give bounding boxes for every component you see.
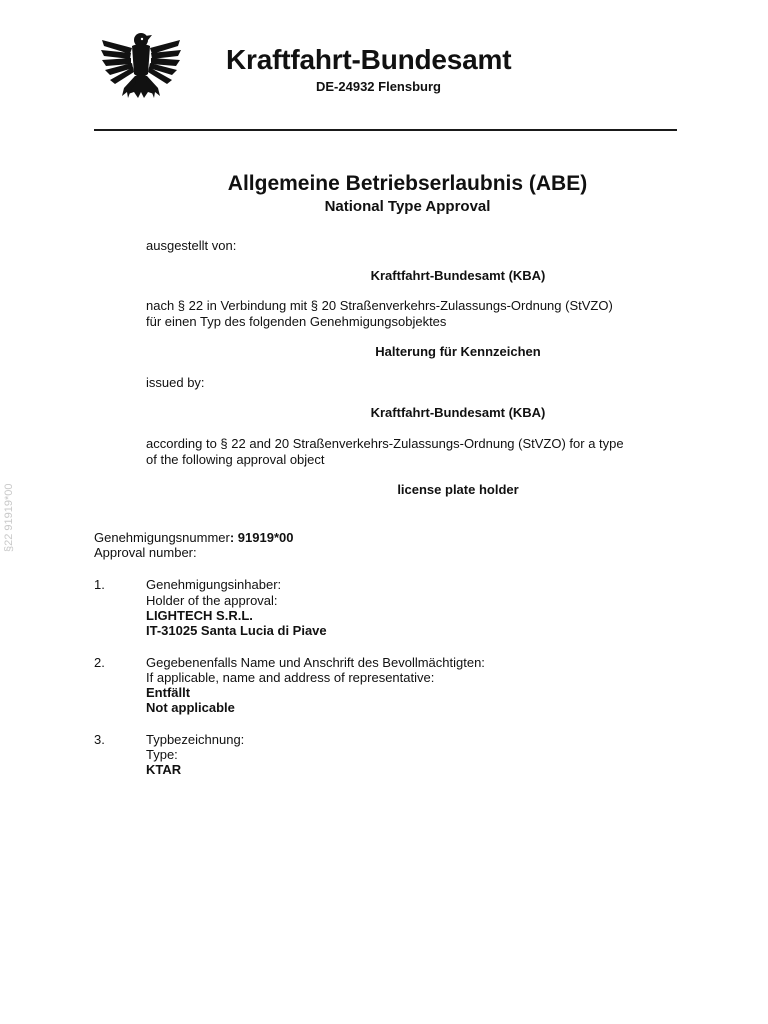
approval-object-de: Halterung für Kennzeichen (375, 344, 541, 359)
issuer-de: Kraftfahrt-Bundesamt (KBA) (370, 268, 546, 283)
type-designation: KTAR (146, 762, 182, 777)
document-title: Allgemeine Betriebserlaubnis (ABE) (227, 172, 588, 195)
legal-basis-de-line1: nach § 22 in Verbindung mit § 20 Straßenverkehrs-Zulassungs-Ordnung (StVZO) (146, 298, 613, 313)
representative-value-en: Not applicable (146, 700, 235, 715)
approval-object-en: license plate holder (397, 482, 519, 497)
item-number: 3. (94, 732, 105, 747)
item-label-en: If applicable, name and address of representative: (146, 670, 435, 685)
item-label-de: Genehmigungsinhaber: (146, 577, 282, 592)
holder-address: IT-31025 Santa Lucia di Piave (146, 623, 327, 638)
holder-name: LIGHTECH S.R.L. (146, 608, 253, 623)
approval-number-row (94, 530, 293, 546)
item-label-en: Holder of the approval: (146, 593, 278, 608)
item-label-en: Type: (146, 747, 178, 762)
issued-by-label-en: issued by: (146, 375, 205, 390)
header-divider (94, 129, 677, 131)
approval-number-label-de: Genehmigungsnummer (94, 530, 230, 545)
item-number: 2. (94, 655, 105, 670)
approval-number-label-en: Approval number: (94, 545, 197, 560)
legal-basis-de-line2: für einen Typ des folgenden Genehmigungsobjektes (146, 314, 447, 329)
legal-basis-en-line1: according to § 22 and 20 Straßenverkehrs-Zulassungs-Ordnung (StVZO) for a type (146, 436, 624, 451)
item-number: 1. (94, 577, 105, 592)
legal-basis-en-line2: of the following approval object (146, 452, 325, 467)
item-label-de: Typbezeichnung: (146, 732, 245, 747)
side-margin-mark: §22 91919*00 (3, 483, 15, 552)
representative-value-de: Entfällt (146, 685, 191, 700)
issuer-en: Kraftfahrt-Bundesamt (KBA) (370, 405, 546, 420)
federal-eagle-icon (98, 26, 184, 106)
item-label-de: Gegebenenfalls Name und Anschrift des Bevollmächtigten: (146, 655, 485, 670)
authority-address: DE-24932 Flensburg (316, 79, 441, 94)
authority-name: Kraftfahrt-Bundesamt (226, 44, 512, 75)
document-subtitle: National Type Approval (324, 198, 491, 215)
issued-by-label-de: ausgestellt von: (146, 238, 237, 253)
approval-number-value: : 91919*00 (229, 530, 294, 545)
